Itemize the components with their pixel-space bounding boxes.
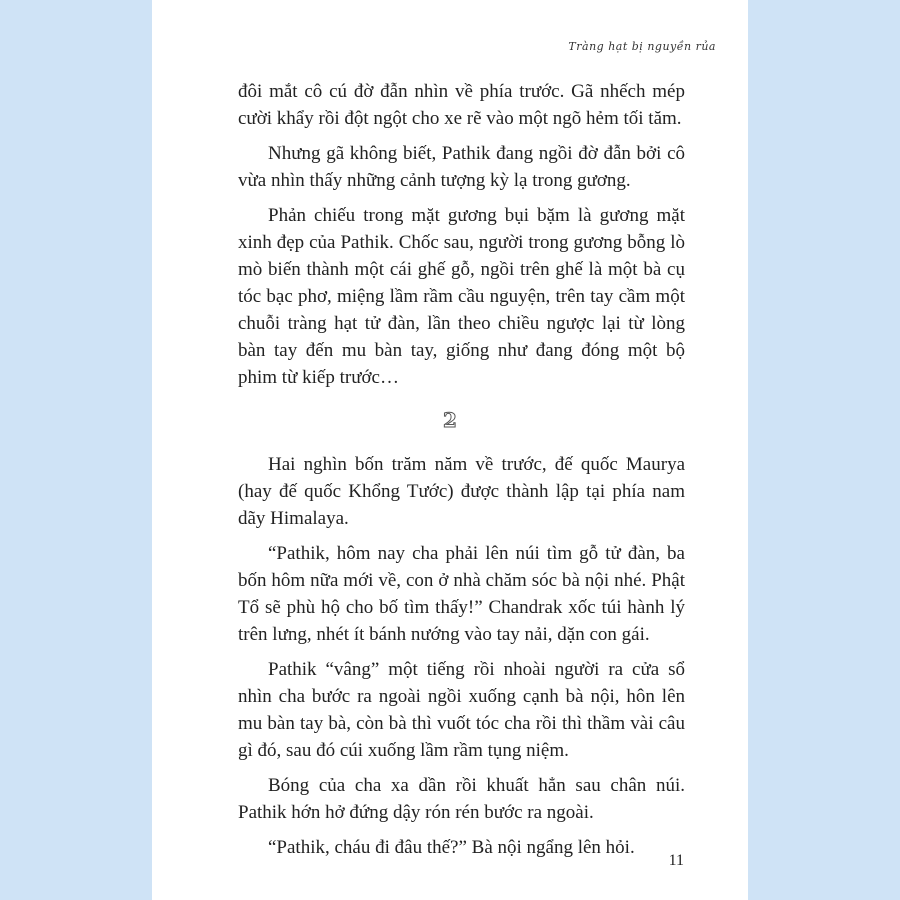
paragraph: đôi mắt cô cú đờ đẫn nhìn về phía trước. Gã nhếch mép cười khẩy rồi đột ngột cho xe rẽ vào một ngõ hẻm tối tăm. xyxy=(238,81,685,129)
book-page xyxy=(152,0,748,900)
chapter-number: 2 xyxy=(443,408,457,432)
page-number: 11 xyxy=(668,852,684,869)
paragraph: “Pathik, cháu đi đâu thế?” Bà nội ngẩng lên hỏi. xyxy=(268,837,635,858)
running-header: Tràng hạt bị nguyền rủa xyxy=(568,40,716,53)
paragraph: Phản chiếu trong mặt gương bụi bặm là gương mặt xinh đẹp của Pathik. Chốc sau, người trong gương bỗng lò mò biến thành một cái ghế gỗ, ngồi trên ghế là một bà cụ tóc bạc phơ, miệng lầm rầm cầu nguyện, trên tay cầm một chuỗi tràng hạt tử đàn, lần theo chiều ngược lại từ lòng bàn tay đến mu bàn tay, giống như đang đóng một bộ phim từ kiếp trước… xyxy=(238,205,685,388)
text-section-2 xyxy=(238,451,685,869)
paragraph: Hai nghìn bốn trăm năm về trước, đế quốc Maurya (hay đế quốc Khổng Tước) được thành lập tại phía nam dãy Himalaya. xyxy=(238,454,685,529)
paragraph: Bóng của cha xa dần rồi khuất hẳn sau chân núi. Pathik hớn hở đứng dậy rón rén bước ra ngoài. xyxy=(238,775,685,823)
paragraph: Nhưng gã không biết, Pathik đang ngồi đờ đẫn bởi cô vừa nhìn thấy những cảnh tượng kỳ lạ trong gương. xyxy=(238,143,685,191)
text-section-1 xyxy=(238,78,685,399)
paragraph: “Pathik, hôm nay cha phải lên núi tìm gỗ tử đàn, ba bốn hôm nữa mới về, con ở nhà chăm sóc bà nội nhé. Phật Tổ sẽ phù hộ cho bố tìm thấy!” Chandrak xốc túi hành lý trên lưng, nhét ít bánh nướng vào tay nải, dặn con gái. xyxy=(238,543,685,645)
paragraph: Pathik “vâng” một tiếng rồi nhoài người ra cửa sổ nhìn cha bước ra ngoài ngồi xuống cạnh bà nội, hôn lên mu bàn tay bà, còn bà thì vuốt tóc cha rồi thì thầm vài câu gì đó, sau đó cúi xuống lầm rầm tụng niệm. xyxy=(238,659,685,761)
